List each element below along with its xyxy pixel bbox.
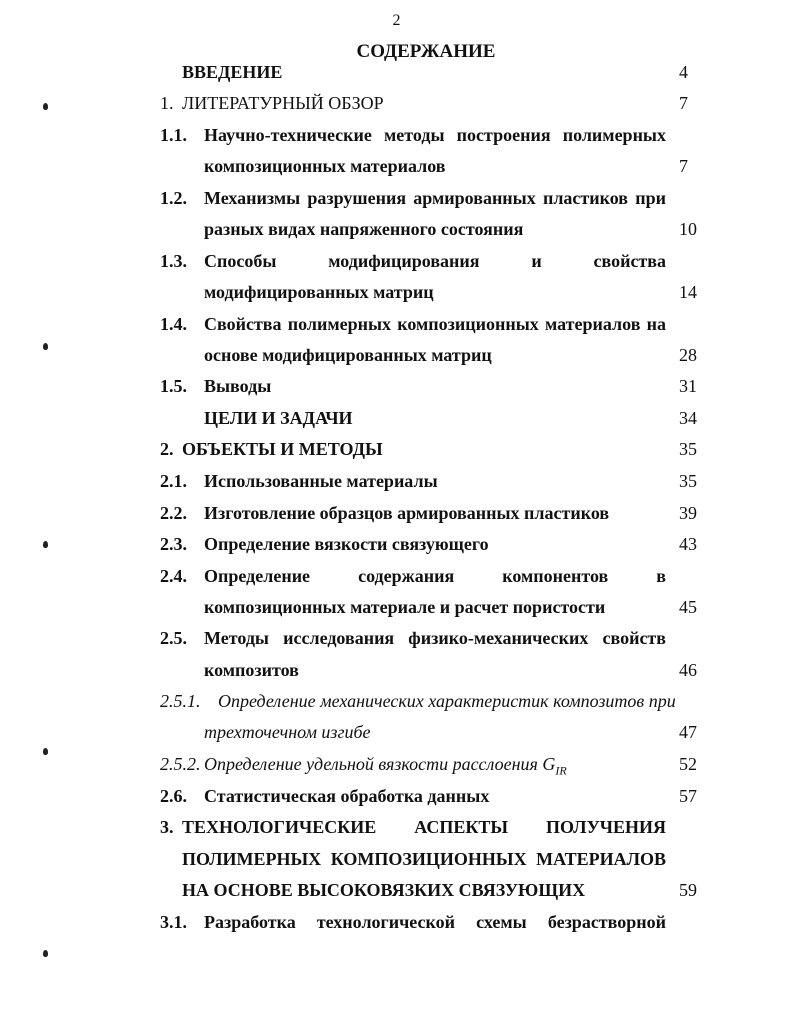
toc-entry-2-1: [160, 469, 666, 493]
toc-entry-subscript: IR: [555, 763, 567, 778]
toc-entry-number: 2.1.: [160, 471, 187, 491]
toc-page-number: 45: [679, 597, 697, 617]
toc-entry-text: Научно-технические методы построения полимерных: [204, 125, 666, 145]
toc-entry-1-1: [160, 123, 666, 147]
toc-entry-text: [204, 752, 666, 783]
punch-mark: [43, 950, 48, 957]
toc-entry-2-5: [160, 626, 666, 650]
toc-entry-text: Использованные материалы: [204, 471, 438, 491]
toc-entry-text: композитов: [204, 660, 299, 680]
toc-entry-text: Разработка технологической схемы безрастворной: [204, 912, 666, 932]
toc-entry-3-cont2: [160, 878, 666, 902]
toc-entry-number: 1.1.: [160, 125, 187, 145]
toc-entry-text: Определение содержания компонентов в: [204, 566, 666, 586]
toc-entry-number: 1.5.: [160, 376, 187, 396]
toc-page-number: 46: [679, 660, 697, 680]
toc-page-number: 14: [679, 282, 697, 302]
toc-entry-text: Статистическая обработка данных: [204, 786, 490, 806]
toc-entry-3-cont1: [160, 847, 666, 871]
toc-page-number: 43: [679, 534, 697, 554]
toc-entry-number: 2.5.2.: [160, 754, 201, 774]
toc-entry-text: трехточечном изгибе: [204, 722, 371, 742]
toc-entry-number: 1.4.: [160, 314, 187, 334]
toc-entry-text: Способы модифицирования и свойства: [204, 251, 666, 271]
toc-entry-text: Свойства полимерных композиционных материалов на: [204, 314, 666, 334]
toc-page-number: 28: [679, 345, 697, 365]
toc-entry-1: [160, 91, 666, 115]
toc-page-number: 52: [679, 754, 697, 774]
toc-page-number: 35: [679, 439, 697, 459]
toc-entry-1-1-cont: [160, 154, 666, 178]
toc-entry-1-4-cont: [160, 343, 666, 367]
toc-entry-text: НА ОСНОВЕ ВЫСОКОВЯЗКИХ СВЯЗУЮЩИХ: [182, 880, 586, 900]
toc-entry-text: основе модифицированных матриц: [204, 345, 492, 365]
toc-entry-text: Выводы: [204, 376, 272, 396]
toc-entry-number: 1.2.: [160, 188, 187, 208]
toc-page-number: 47: [679, 722, 697, 742]
toc-entry-number: 1.3.: [160, 251, 187, 271]
toc-entry-goals: [160, 406, 666, 430]
toc-entry-1-2: [160, 186, 666, 210]
toc-entry-2-4: [160, 564, 666, 588]
toc-page-number: 39: [679, 503, 697, 523]
toc-entry-2-5-cont: [160, 658, 666, 682]
toc-entry-text: композиционных материале и расчет пористости: [204, 597, 606, 617]
toc-entry-number: 2.4.: [160, 566, 187, 586]
toc-page-number: 35: [679, 471, 697, 491]
punch-mark: [43, 103, 48, 110]
toc-entry-2-5-1: [160, 689, 676, 713]
toc-page-number: 7: [679, 156, 688, 176]
toc-page-number: 59: [679, 880, 697, 900]
toc-page-number: 34: [679, 408, 697, 428]
toc-entry-2-5-2: [160, 752, 666, 776]
page-number: 2: [392, 12, 401, 29]
punch-mark: [43, 541, 48, 548]
toc-entry-text: ВВЕДЕНИЕ: [182, 62, 283, 82]
toc-entry-2-4-cont: [160, 595, 666, 619]
toc-entry-text: композиционных материалов: [204, 156, 446, 176]
toc-entry-number: 2.5.1.: [160, 691, 201, 711]
toc-entry-2-6: [160, 784, 666, 808]
toc-entry-text-main: Определение удельной вязкости расслоения G: [204, 754, 556, 774]
toc-entry-number: 3.1.: [160, 912, 187, 932]
toc-entry-2-5-1-cont: [160, 720, 666, 744]
toc-entry-text: ОБЪЕКТЫ И МЕТОДЫ: [182, 439, 383, 459]
toc-entry-number: 3.: [160, 817, 174, 837]
toc-entry-text: модифицированных матриц: [204, 282, 434, 302]
toc-entry-text: Методы исследования физико-механических свойств: [204, 628, 666, 648]
toc-entry-introduction: [182, 60, 662, 84]
toc-entry-1-2-cont: [160, 217, 666, 241]
toc-entry-number: 2.5.: [160, 628, 187, 648]
toc-entry-1-3-cont: [160, 280, 666, 304]
toc-entry-text: ПОЛИМЕРНЫХ КОМПОЗИЦИОННЫХ МАТЕРИАЛОВ: [182, 849, 666, 869]
toc-entry-number: 2.3.: [160, 534, 187, 554]
toc-entry-2: [160, 437, 666, 461]
toc-entry-1-4: [160, 312, 666, 336]
toc-entry-text: ЛИТЕРАТУРНЫЙ ОБЗОР: [182, 93, 384, 113]
toc-entry-text: Изготовление образцов армированных пластиков: [204, 503, 610, 523]
toc-page-number: 4: [679, 62, 688, 82]
toc-page-number: 7: [679, 93, 688, 113]
toc-entry-3: [160, 815, 666, 839]
toc-page-number: 57: [679, 786, 697, 806]
punch-mark: [43, 343, 48, 350]
toc-entry-2-2: [160, 501, 666, 525]
toc-entry-3-1: [160, 910, 666, 934]
toc-entry-text: Определение вязкости связующего: [204, 534, 489, 554]
toc-entry-number: 2.6.: [160, 786, 187, 806]
toc-entry-text: Механизмы разрушения армированных пластиков при: [204, 188, 666, 208]
toc-entry-1-3: [160, 249, 666, 273]
toc-entry-text: разных видах напряженного состояния: [204, 219, 524, 239]
page-title: СОДЕРЖАНИЕ: [356, 41, 496, 62]
toc-entry-1-5: [160, 374, 666, 398]
toc-entry-number: 2.2.: [160, 503, 187, 523]
toc-entry-text: ЦЕЛИ И ЗАДАЧИ: [204, 408, 353, 428]
toc-entry-number: 1.: [160, 93, 174, 113]
toc-entry-2-3: [160, 532, 666, 556]
toc-page-number: 31: [679, 376, 697, 396]
toc-page-number: 10: [679, 219, 697, 239]
punch-mark: [43, 748, 48, 755]
toc-entry-text: ТЕХНОЛОГИЧЕСКИЕ АСПЕКТЫ ПОЛУЧЕНИЯ: [182, 817, 666, 837]
toc-entry-number: 2.: [160, 439, 174, 459]
toc-entry-text: Определение механических характеристик композитов при: [218, 691, 676, 711]
